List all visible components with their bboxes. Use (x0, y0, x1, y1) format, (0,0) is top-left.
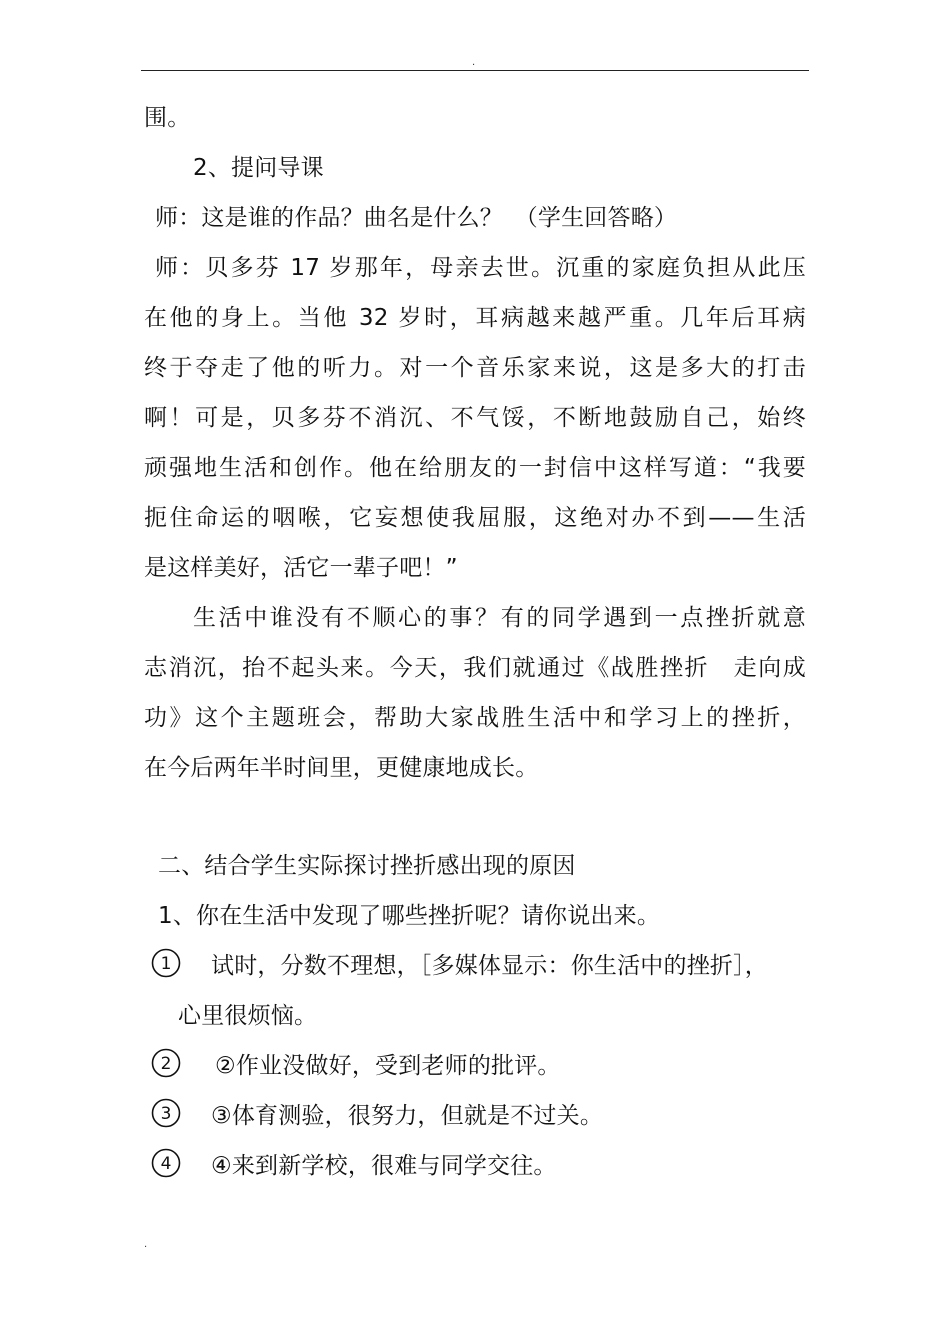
circled-number-1-icon (150, 947, 182, 979)
question-line: 1、你在生活中发现了哪些挫折呢？请你说出来。 (158, 903, 661, 929)
paragraph-line: 师：这是谁的作品？曲名是什么？ （学生回答略） (155, 205, 678, 231)
paragraph-line: 扼住命运的咽喉，它妄想使我屈服，这绝对办不到——生活 (144, 505, 806, 531)
circled-number-3-icon (150, 1097, 182, 1129)
subsection-heading: 2、提问导课 (193, 155, 324, 181)
circled-number-label: 2 (160, 1054, 172, 1074)
circled-number-label: 3 (160, 1104, 172, 1124)
header-rule (141, 70, 809, 71)
list-item: 试时，分数不理想，［多媒体显示：你生活中的挫折］， (211, 953, 768, 979)
paragraph-line: 顽强地生活和创作。他在给朋友的一封信中这样写道：“我要 (144, 455, 806, 481)
paragraph-line: 在今后两年半时间里，更健康地成长。 (144, 755, 539, 781)
paragraph-line: 啊！可是，贝多芬不消沉、不气馁，不断地鼓励自己，始终 (144, 405, 806, 431)
circled-number-2-icon (150, 1047, 182, 1079)
footer-mark: . (144, 1239, 148, 1250)
list-item: ④来到新学校，很难与同学交往。 (211, 1153, 557, 1179)
header-mark: . (472, 57, 476, 68)
circled-number-label: 4 (160, 1154, 172, 1174)
list-item: ②作业没做好，受到老师的批评。 (215, 1053, 561, 1079)
circled-number-4-icon (150, 1147, 182, 1179)
paragraph-line: 是这样美好，活它一辈子吧！” (144, 555, 458, 581)
list-item: ③体育测验，很努力，但就是不过关。 (211, 1103, 604, 1129)
paragraph-line: 生活中谁没有不顺心的事？有的同学遇到一点挫折就意 (193, 605, 806, 631)
paragraph-line: 终于夺走了他的听力。对一个音乐家来说，这是多大的打击 (144, 355, 806, 381)
paragraph-line: 围。 (144, 105, 191, 131)
section-heading: 二、结合学生实际探讨挫折感出现的原因 (158, 853, 576, 879)
paragraph-line: 在他的身上。当他 32 岁时，耳病越来越严重。几年后耳病 (144, 305, 806, 331)
list-item-continuation: 心里很烦恼。 (178, 1003, 318, 1029)
paragraph-line: 功》这个主题班会，帮助大家战胜生活中和学习上的挫折， (144, 705, 806, 731)
paragraph-line: 志消沉，抬不起头来。今天，我们就通过《战胜挫折 走向成 (144, 655, 806, 681)
paragraph-line: 师：贝多芬 17 岁那年，母亲去世。沉重的家庭负担从此压 (155, 255, 806, 281)
circled-number-label: 1 (160, 954, 172, 974)
